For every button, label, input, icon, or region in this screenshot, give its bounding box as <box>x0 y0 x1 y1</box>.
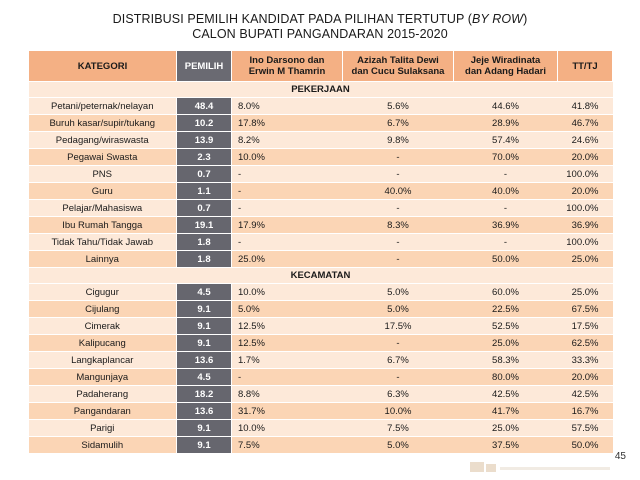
cell-tttj: 33.3% <box>558 352 613 369</box>
cell-tttj: 57.5% <box>558 420 613 437</box>
cell-tttj: 16.7% <box>558 403 613 420</box>
cell-candidate-2: 5.0% <box>343 284 454 301</box>
cell-tttj: 20.0% <box>558 183 613 200</box>
cell-candidate-3: 80.0% <box>454 369 558 386</box>
cell-candidate-3: 25.0% <box>454 335 558 352</box>
cell-candidate-2: - <box>343 369 454 386</box>
cell-kategori: Pegawai Swasta <box>29 149 177 166</box>
cell-pemilih: 9.1 <box>177 437 232 454</box>
cell-candidate-1: - <box>232 200 343 217</box>
cell-tttj: 24.6% <box>558 132 613 149</box>
cell-candidate-3: 52.5% <box>454 318 558 335</box>
cell-kategori: Padaherang <box>29 386 177 403</box>
title-line-2: CALON BUPATI PANGANDARAN 2015-2020 <box>192 27 448 41</box>
table-row <box>29 369 613 386</box>
cell-kategori: Cimerak <box>29 318 177 335</box>
header-candidate-2: Azizah Talita Dewi dan Cucu Sulaksana <box>343 51 454 82</box>
cell-candidate-2: 10.0% <box>343 403 454 420</box>
watermark-logo <box>470 456 620 476</box>
cell-tttj: 100.0% <box>558 200 613 217</box>
cell-candidate-3: 44.6% <box>454 98 558 115</box>
table-header-row <box>29 51 613 82</box>
cell-tttj: 67.5% <box>558 301 613 318</box>
cell-candidate-1: 10.0% <box>232 284 343 301</box>
cell-candidate-1: - <box>232 369 343 386</box>
cell-kategori: Cijulang <box>29 301 177 318</box>
cell-kategori: Guru <box>29 183 177 200</box>
cell-candidate-3: 57.4% <box>454 132 558 149</box>
cell-candidate-1: - <box>232 166 343 183</box>
cell-candidate-1: - <box>232 234 343 251</box>
cell-candidate-2: - <box>343 234 454 251</box>
cell-tttj: 50.0% <box>558 437 613 454</box>
cell-candidate-3: 50.0% <box>454 251 558 268</box>
table-row <box>29 98 613 115</box>
cell-candidate-3: 25.0% <box>454 420 558 437</box>
title-line-1: DISTRIBUSI PEMILIH KANDIDAT PADA PILIHAN TERTUTUP (BY ROW) <box>112 12 528 26</box>
cell-candidate-3: 36.9% <box>454 217 558 234</box>
table-row <box>29 284 613 301</box>
table-row <box>29 318 613 335</box>
cell-candidate-1: 8.0% <box>232 98 343 115</box>
cell-candidate-1: 10.0% <box>232 420 343 437</box>
cell-candidate-2: - <box>343 251 454 268</box>
cell-pemilih: 48.4 <box>177 98 232 115</box>
cell-candidate-3: - <box>454 166 558 183</box>
cell-candidate-3: 58.3% <box>454 352 558 369</box>
table-row <box>29 386 613 403</box>
cell-candidate-3: - <box>454 200 558 217</box>
cell-kategori: Mangunjaya <box>29 369 177 386</box>
cell-candidate-2: 5.0% <box>343 437 454 454</box>
cell-pemilih: 4.5 <box>177 369 232 386</box>
cell-tttj: 25.0% <box>558 251 613 268</box>
cell-candidate-2: - <box>343 200 454 217</box>
table-row <box>29 437 613 454</box>
cell-candidate-2: 5.0% <box>343 301 454 318</box>
header-candidate-1: Ino Darsono dan Erwin M Thamrin <box>232 51 343 82</box>
slide-title <box>0 12 640 42</box>
cell-candidate-2: 5.6% <box>343 98 454 115</box>
cell-tttj: 17.5% <box>558 318 613 335</box>
cell-candidate-1: - <box>232 183 343 200</box>
page-number: 45 <box>614 451 626 462</box>
cell-kategori: Sidamulih <box>29 437 177 454</box>
cell-kategori: Petani/peternak/nelayan <box>29 98 177 115</box>
cell-candidate-2: 9.8% <box>343 132 454 149</box>
cell-tttj: 42.5% <box>558 386 613 403</box>
cell-candidate-2: 7.5% <box>343 420 454 437</box>
cell-candidate-3: - <box>454 234 558 251</box>
cell-kategori: Parigi <box>29 420 177 437</box>
cell-kategori: Ibu Rumah Tangga <box>29 217 177 234</box>
table-row <box>29 115 613 132</box>
header-tttj: TT/TJ <box>558 51 613 82</box>
table-row <box>29 200 613 217</box>
cell-candidate-1: 31.7% <box>232 403 343 420</box>
cell-kategori: Buruh kasar/supir/tukang <box>29 115 177 132</box>
cell-candidate-2: - <box>343 335 454 352</box>
cell-pemilih: 19.1 <box>177 217 232 234</box>
table-row <box>29 420 613 437</box>
cell-tttj: 46.7% <box>558 115 613 132</box>
cell-pemilih: 13.9 <box>177 132 232 149</box>
cell-candidate-3: 42.5% <box>454 386 558 403</box>
cell-pemilih: 13.6 <box>177 403 232 420</box>
cell-candidate-2: 6.3% <box>343 386 454 403</box>
table-body <box>29 82 613 454</box>
cell-candidate-1: 17.8% <box>232 115 343 132</box>
cell-pemilih: 4.5 <box>177 284 232 301</box>
cell-pemilih: 13.6 <box>177 352 232 369</box>
cell-candidate-1: 5.0% <box>232 301 343 318</box>
cell-candidate-2: 6.7% <box>343 115 454 132</box>
cell-candidate-3: 41.7% <box>454 403 558 420</box>
cell-pemilih: 2.3 <box>177 149 232 166</box>
table-row <box>29 234 613 251</box>
table-row <box>29 352 613 369</box>
cell-kategori: Tidak Tahu/Tidak Jawab <box>29 234 177 251</box>
cell-candidate-3: 22.5% <box>454 301 558 318</box>
cell-candidate-1: 8.8% <box>232 386 343 403</box>
table-row <box>29 335 613 352</box>
cell-tttj: 20.0% <box>558 369 613 386</box>
cell-kategori: Kalipucang <box>29 335 177 352</box>
cell-pemilih: 1.8 <box>177 234 232 251</box>
cell-tttj: 62.5% <box>558 335 613 352</box>
header-candidate-3: Jeje Wiradinata dan Adang Hadari <box>454 51 558 82</box>
cell-candidate-3: 60.0% <box>454 284 558 301</box>
cell-kategori: PNS <box>29 166 177 183</box>
table-row <box>29 149 613 166</box>
cell-tttj: 20.0% <box>558 149 613 166</box>
cell-kategori: Pedagang/wiraswasta <box>29 132 177 149</box>
header-pemilih: PEMILIH <box>177 51 232 82</box>
cell-tttj: 41.8% <box>558 98 613 115</box>
cell-pemilih: 18.2 <box>177 386 232 403</box>
cell-candidate-1: 25.0% <box>232 251 343 268</box>
cell-candidate-2: 6.7% <box>343 352 454 369</box>
cell-candidate-1: 12.5% <box>232 335 343 352</box>
cell-pemilih: 9.1 <box>177 301 232 318</box>
cell-candidate-1: 10.0% <box>232 149 343 166</box>
table-row <box>29 166 613 183</box>
cell-kategori: Langkaplancar <box>29 352 177 369</box>
cell-candidate-2: 40.0% <box>343 183 454 200</box>
cell-candidate-1: 17.9% <box>232 217 343 234</box>
cell-tttj: 36.9% <box>558 217 613 234</box>
cell-candidate-2: - <box>343 166 454 183</box>
voter-distribution-table <box>28 50 613 454</box>
cell-candidate-3: 28.9% <box>454 115 558 132</box>
cell-kategori: Cigugur <box>29 284 177 301</box>
cell-kategori: Pangandaran <box>29 403 177 420</box>
section-kecamatan <box>29 268 613 284</box>
cell-pemilih: 1.1 <box>177 183 232 200</box>
cell-candidate-3: 70.0% <box>454 149 558 166</box>
cell-pemilih: 1.8 <box>177 251 232 268</box>
cell-candidate-1: 12.5% <box>232 318 343 335</box>
table-row <box>29 403 613 420</box>
header-kategori: KATEGORI <box>29 51 177 82</box>
cell-tttj: 25.0% <box>558 284 613 301</box>
cell-candidate-1: 7.5% <box>232 437 343 454</box>
cell-kategori: Pelajar/Mahasiswa <box>29 200 177 217</box>
cell-pemilih: 9.1 <box>177 420 232 437</box>
table-row <box>29 183 613 200</box>
cell-tttj: 100.0% <box>558 166 613 183</box>
cell-pemilih: 9.1 <box>177 318 232 335</box>
cell-tttj: 100.0% <box>558 234 613 251</box>
cell-candidate-1: 8.2% <box>232 132 343 149</box>
cell-pemilih: 10.2 <box>177 115 232 132</box>
table-row <box>29 251 613 268</box>
cell-pemilih: 9.1 <box>177 335 232 352</box>
cell-candidate-1: 1.7% <box>232 352 343 369</box>
section-pekerjaan <box>29 82 613 98</box>
table-row <box>29 301 613 318</box>
section-label: KECAMATAN <box>29 268 613 284</box>
section-label: PEKERJAAN <box>29 82 613 98</box>
table-row <box>29 217 613 234</box>
cell-candidate-2: 17.5% <box>343 318 454 335</box>
cell-candidate-3: 37.5% <box>454 437 558 454</box>
cell-candidate-2: - <box>343 149 454 166</box>
cell-pemilih: 0.7 <box>177 200 232 217</box>
table-row <box>29 132 613 149</box>
cell-candidate-3: 40.0% <box>454 183 558 200</box>
cell-candidate-2: 8.3% <box>343 217 454 234</box>
cell-pemilih: 0.7 <box>177 166 232 183</box>
cell-kategori: Lainnya <box>29 251 177 268</box>
